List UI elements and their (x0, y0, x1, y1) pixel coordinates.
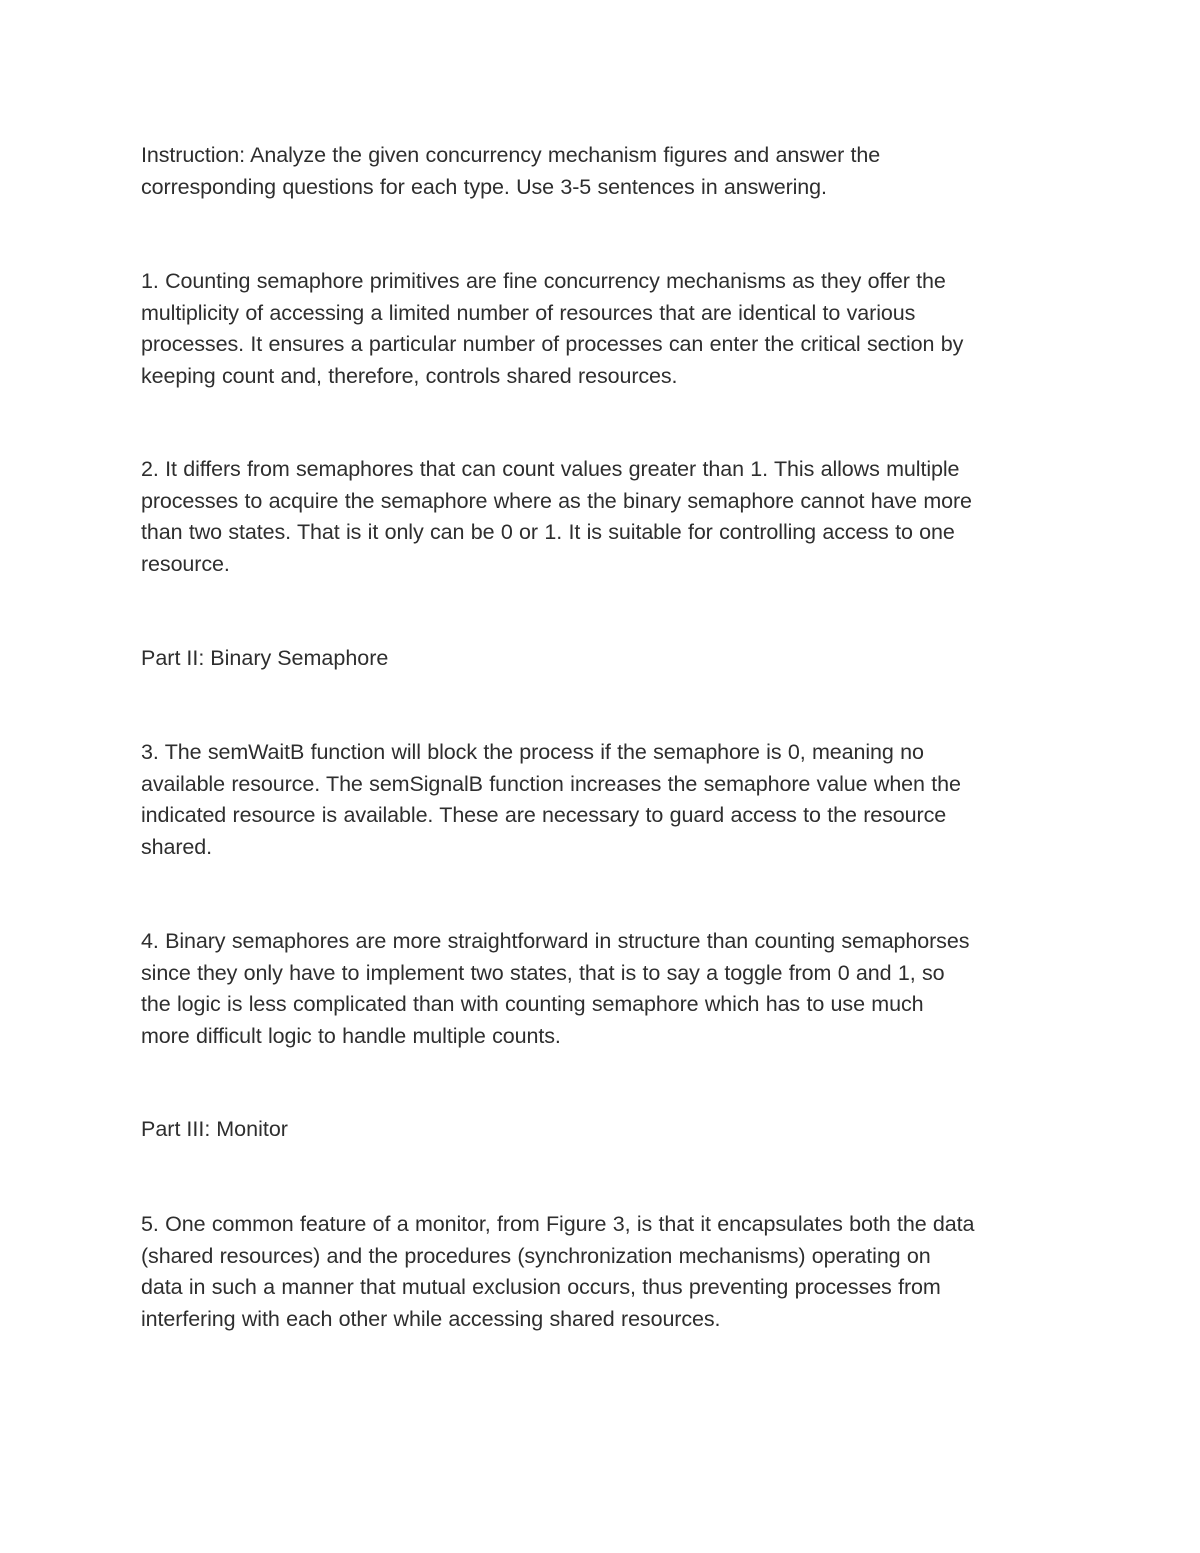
paragraph-line: multiplicity of accessing a limited number of resources that are identical to various (141, 300, 916, 325)
paragraph-line: 5. One common feature of a monitor, from Figure 3, is that it encapsulates both the data (141, 1212, 975, 1236)
paragraph-line: Instruction: Analyze the given concurrency mechanism figures and answer the (141, 143, 881, 167)
part-3-heading: Part III: Monitor (141, 1117, 288, 1141)
answer-5-paragraph (141, 1209, 1066, 1335)
paragraph-line: corresponding questions for each type. Use 3-5 sentences in answering. (141, 174, 827, 199)
paragraph-line: available resource. The semSignalB function increases the semaphore value when the (141, 771, 961, 796)
paragraph-line: resource. (141, 551, 230, 576)
part-2-heading: Part II: Binary Semaphore (141, 646, 389, 670)
answer-2-paragraph (141, 454, 1066, 580)
paragraph-line: processes to acquire the semaphore where as the binary semaphore cannot have more (141, 488, 972, 513)
answer-1-paragraph (141, 266, 1066, 392)
paragraph-line: 4. Binary semaphores are more straightforward in structure than counting semaphorses (141, 929, 970, 953)
paragraph-line: than two states. That is it only can be 0 or 1. It is suitable for controlling access to one (141, 520, 955, 544)
instruction-paragraph (141, 140, 1066, 203)
paragraph-line: the logic is less complicated than with counting semaphore which has to use much (141, 992, 924, 1016)
paragraph-line: indicated resource is available. These are necessary to guard access to the resource (141, 803, 947, 827)
paragraph-line: more difficult logic to handle multiple counts. (141, 1023, 561, 1048)
paragraph-line: data in such a manner that mutual exclusion occurs, thus preventing processes from (141, 1275, 941, 1299)
paragraph-line: processes. It ensures a particular number of processes can enter the critical section by (141, 332, 964, 356)
paragraph-line: keeping count and, therefore, controls shared resources. (141, 363, 678, 388)
paragraph-line: since they only have to implement two states, that is to say a toggle from 0 and 1, so (141, 960, 945, 985)
paragraph-line: interfering with each other while accessing shared resources. (141, 1306, 721, 1331)
paragraph-line: 2. It differs from semaphores that can count values greater than 1. This allows multiple (141, 457, 960, 481)
paragraph-line: shared. (141, 834, 213, 859)
paragraph-line: (shared resources) and the procedures (synchronization mechanisms) operating on (141, 1243, 931, 1268)
paragraph-line: 3. The semWaitB function will block the process if the semaphore is 0, meaning no (141, 740, 924, 764)
paragraph-line: 1. Counting semaphore primitives are fine concurrency mechanisms as they offer the (141, 269, 946, 293)
answer-4-paragraph (141, 926, 1066, 1052)
answer-3-paragraph (141, 737, 1066, 863)
